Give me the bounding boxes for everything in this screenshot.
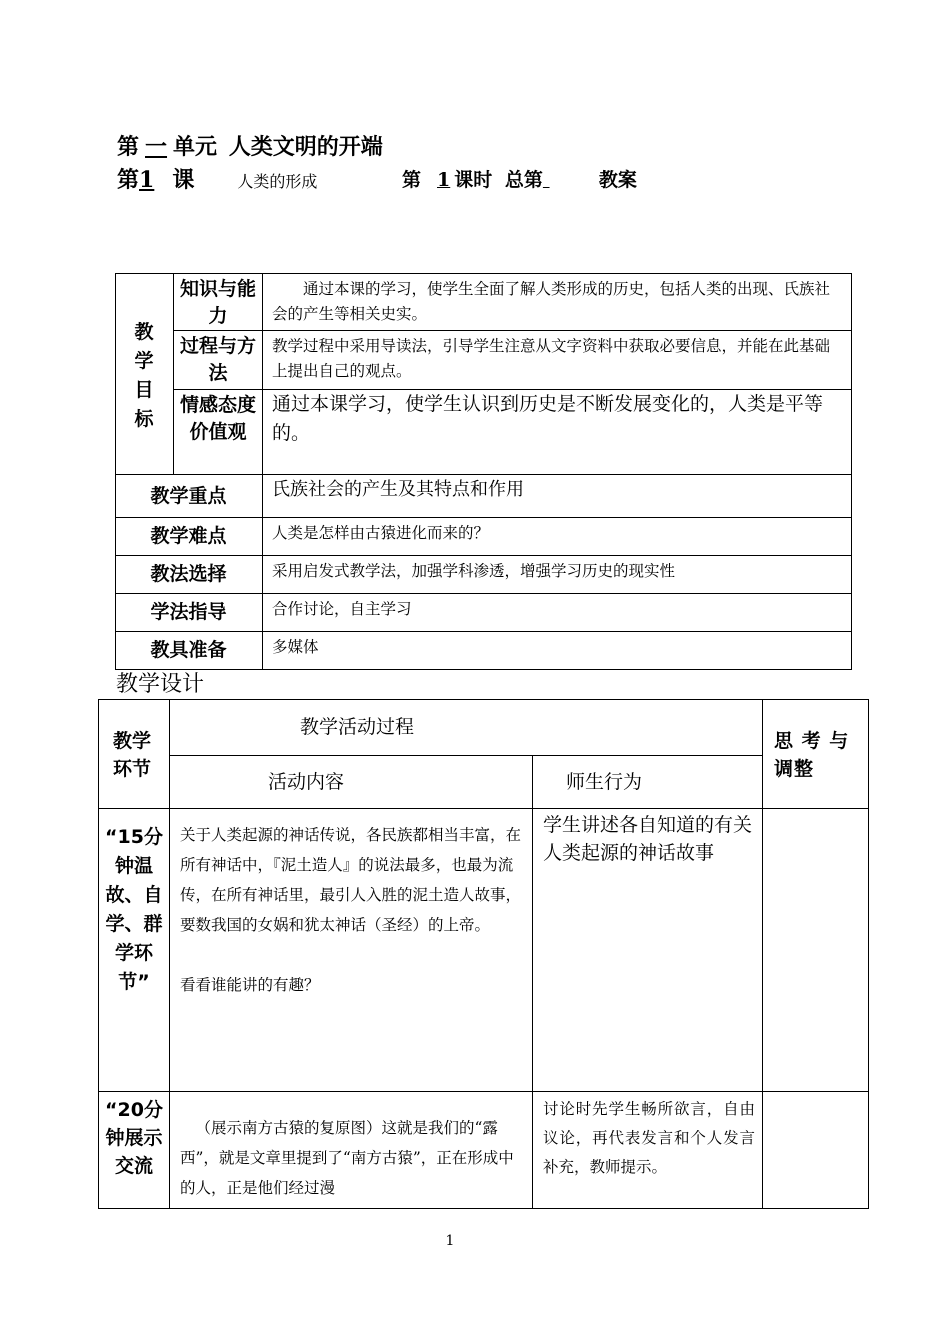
lesson-heading (117, 163, 317, 194)
unit-title: 人类文明的开端 (228, 134, 383, 160)
col-behavior-header: 师生行为 (566, 771, 643, 793)
goal-text-process: 教学过程中采用导读法，引导学生注意从文字资料中获取必要信息，并能在此基础上提出自己的观点。 (272, 337, 831, 380)
study-guide-label: 学法指导 (150, 601, 227, 623)
total-number (543, 169, 599, 191)
goals-label: 教学目标 (134, 321, 154, 430)
unit-number: 一 (145, 134, 168, 160)
lesson-number: 1 (139, 167, 155, 193)
lesson-prefix: 第 (117, 167, 140, 193)
method-value: 采用启发式教学法，加强学科渗透，增强学习历史的现实性 (272, 562, 676, 580)
key-point-value: 氏族社会的产生及其特点和作用 (272, 479, 524, 500)
content-row-2: （展示南方古猿的复原图）这就是我们的“露西”，就是文章里提到了“南方古猿”，正在形成中的人，正是他们经过漫 (180, 1119, 514, 1197)
period-suffix: 课时 (454, 169, 493, 191)
stage-row-2: “20分钟展示交流 (105, 1099, 163, 1177)
difficulty-value: 人类是怎样由古猿进化而来的？ (272, 524, 490, 542)
tools-label: 教具准备 (150, 639, 227, 661)
page-number: 1 (445, 1233, 455, 1249)
period-number: 1 (437, 169, 451, 191)
content-row-1: 关于人类起源的神话传说，各民族都相当丰富，在所有神话中，『泥土造人』的说法最多，也最为流传，在所有神话里，最引人入胜的泥土造人故事，要数我国的女娲和犹太神话（圣经）的上帝。 (180, 826, 522, 934)
goal-name-emotion: 情感态度价值观 (180, 394, 257, 443)
behavior-row-1: 学生讲述各自知道的有关人类起源的神话故事 (543, 814, 753, 864)
difficulty-label: 教学难点 (150, 525, 227, 547)
design-title: 教学设计 (116, 672, 205, 697)
behavior-row-2: 讨论时先学生畅所欲言，自由议论，再代表发言和个人发言补充，教师提示。 (543, 1100, 755, 1176)
goal-name-process: 过程与方法 (180, 335, 257, 384)
goal-text-knowledge: 通过本课的学习，使学生全面了解人类形成的历史，包括人类的出现、氏族社会的产生等相关史实。 (272, 280, 831, 323)
study-guide-value: 合作讨论，自主学习 (272, 600, 412, 618)
lesson-title: 人类的形成 (237, 172, 318, 191)
col-stage-header: 教学环节 (112, 730, 151, 780)
period-heading (402, 165, 637, 192)
period-prefix: 第 (402, 169, 422, 191)
method-label: 教法选择 (150, 563, 227, 585)
col-process-header: 教学活动过程 (300, 716, 415, 738)
stage-row-1: “15分钟温故、自学、群学环节” (105, 826, 163, 993)
goal-name-knowledge: 知识与能力 (180, 278, 257, 327)
unit-heading (117, 130, 383, 161)
key-point-label: 教学重点 (150, 485, 227, 507)
unit-prefix: 第 (117, 134, 140, 160)
lesson-suffix: 课 (172, 167, 195, 193)
tools-value: 多媒体 (272, 638, 319, 656)
content-row-1-question: 看看谁能讲的有趣？ (180, 976, 320, 994)
col-content-header: 活动内容 (268, 771, 345, 793)
col-reflect-header: 思 考 与 调整 (774, 730, 850, 780)
unit-suffix: 单元 (173, 134, 218, 160)
goal-text-emotion: 通过本课学习，使学生认识到历史是不断发展变化的，人类是平等的。 (272, 393, 824, 444)
total-prefix: 总第 (504, 169, 543, 191)
total-suffix: 教案 (598, 169, 637, 191)
